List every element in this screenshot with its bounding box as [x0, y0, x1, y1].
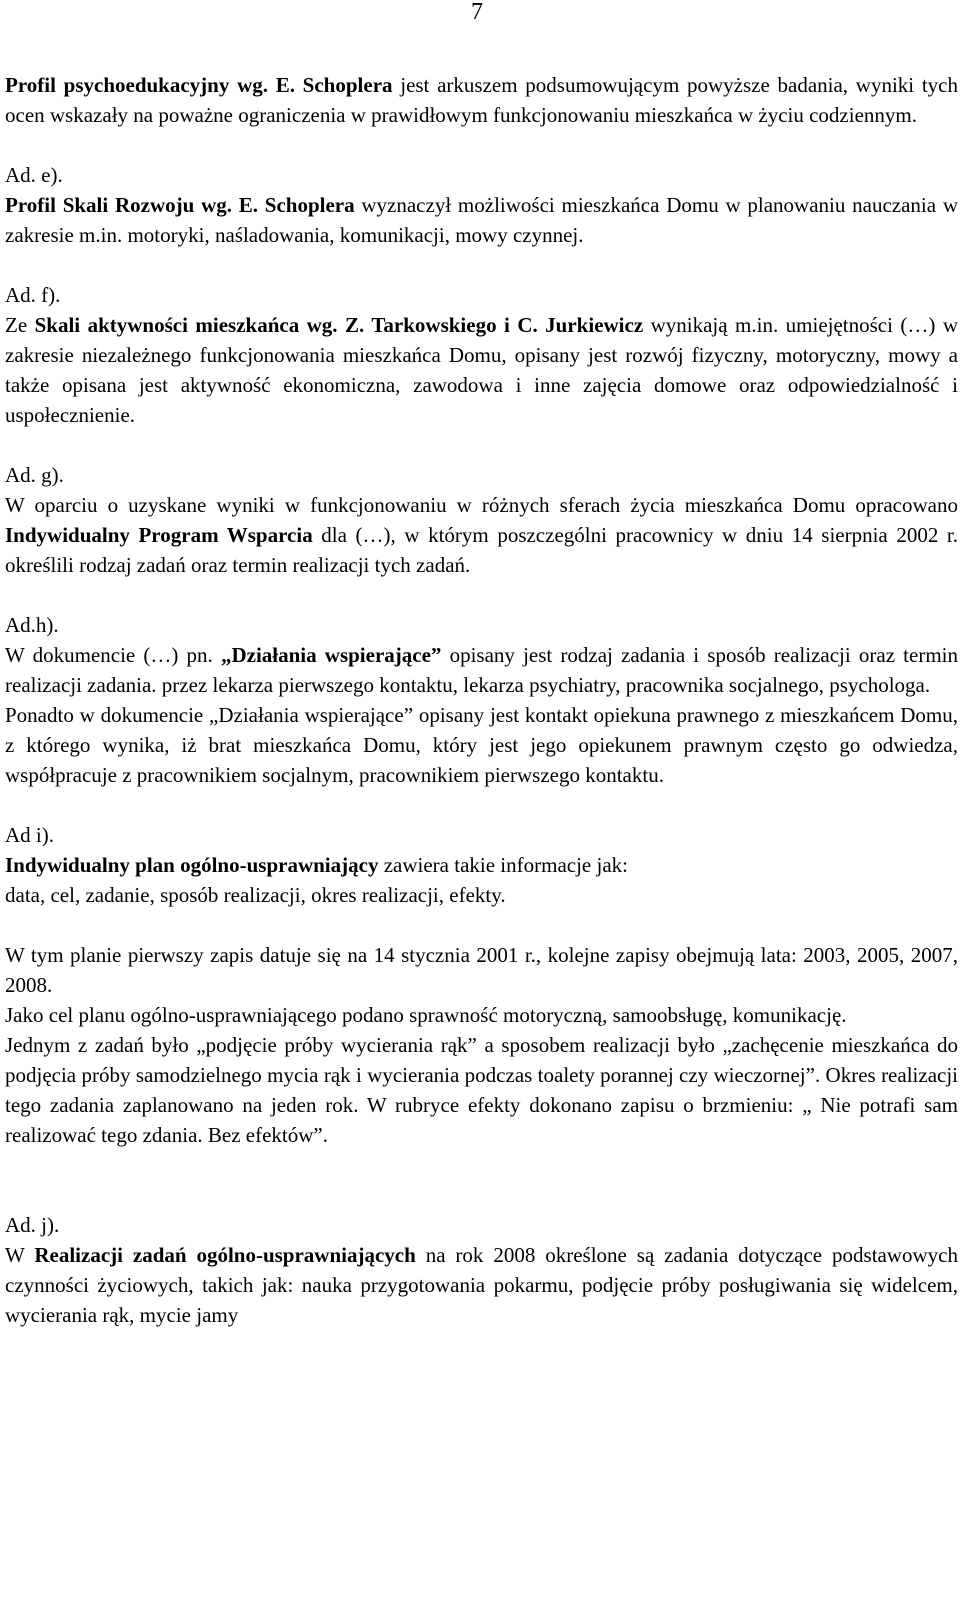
section-label-ad-g — [5, 460, 958, 490]
text-run: dla (…), w którym poszczególni pracownicy w dniu 14 sierpnia 2002 r. określili rodzaj zadań oraz termin realizacji tych zadań. — [5, 523, 958, 577]
paragraph-p7 — [5, 850, 958, 880]
paragraph-spacer — [5, 790, 958, 820]
text-run: data, cel, zadanie, sposób realizacji, okres realizacji, efekty. — [5, 883, 506, 907]
text-run: Ponadto w dokumencie „Działania wspierające” opisany jest kontakt opiekuna prawnego z mieszkańcem Domu, z którego wynika, iż brat mieszkańca Domu, który jest jego opiekunem prawnym często go odwiedza, współpracuje z pracownikiem socjalnym, pracownikiem pierwszego kontaktu. — [5, 703, 958, 787]
text-run: Ad. j). — [5, 1213, 60, 1237]
section-label-ad-i — [5, 820, 958, 850]
text-run: Ze — [5, 313, 35, 337]
text-run: Jednym z zadań było „podjęcie próby wycierania rąk” a sposobem realizacji było „zachęcenie mieszkańca do podjęcia próby samodzielnego mycia rąk i wycierania podczas toalety porannej czy wieczornej”. Okres realizacji tego zadania zaplanowano na jeden rok. W rubryce efekty dokonano zapisu o brzmieniu: „ Nie potrafi sam realizować tego zdania. Bez efektów”. — [5, 1033, 958, 1147]
paragraph-p8 — [5, 880, 958, 910]
text-run: W tym planie pierwszy zapis datuje się na 14 stycznia 2001 r., kolejne zapisy obejmują lata: 2003, 2005, 2007, 2008. — [5, 943, 958, 997]
text-run: W dokumencie (…) pn. — [5, 643, 221, 667]
paragraph-p11 — [5, 1030, 958, 1150]
paragraph-p12 — [5, 1240, 958, 1330]
paragraph-p5 — [5, 640, 958, 700]
text-run: opisany jest rodzaj zadania i sposób realizacji oraz termin realizacji zadania. przez lekarza pierwszego kontaktu, lekarza psychiatry, pracownika socjalnego, psychologa. — [5, 643, 959, 697]
text-run: Ad.h). — [5, 613, 59, 637]
paragraph-p3 — [5, 310, 958, 430]
section-label-ad-h — [5, 610, 958, 640]
bold-text: „Działania wspierające” — [220, 643, 442, 667]
paragraph-spacer — [5, 130, 958, 160]
text-run: W — [5, 1243, 35, 1267]
text-run: jest arkuszem podsumowującym powyższe badania, wyniki tych ocen wskazały na poważne ograniczenia w prawidłowym funkcjonowaniu mieszkańca w życiu codziennym. — [5, 73, 958, 127]
bold-text: Realizacji zadań ogólno-usprawniających — [34, 1243, 416, 1267]
document-body — [5, 70, 958, 1330]
paragraph-p2 — [5, 190, 958, 250]
text-run: Ad i). — [5, 823, 54, 847]
text-run: na rok 2008 określone są zadania dotyczące podstawowych czynności życiowych, takich jak: nauka przygotowania pokarmu, podjęcie próby posługiwania się widelcem, wycierania rąk, mycie jamy — [5, 1243, 959, 1327]
section-label-ad-f — [5, 280, 958, 310]
text-run: wyznaczył możliwości mieszkańca Domu w planowaniu nauczania w zakresie m.in. motoryki, naśladowania, komunikacji, mowy czynnej. — [5, 193, 958, 247]
paragraph-spacer — [5, 250, 958, 280]
page-number: 7 — [471, 0, 483, 25]
text-run: Ad. g). — [5, 463, 64, 487]
paragraph-spacer — [5, 430, 958, 460]
bold-text: Indywidualny Program Wsparcia — [5, 523, 313, 547]
bold-text: Skali aktywności mieszkańca wg. Z. Tarkowskiego i C. Jurkiewicz — [34, 313, 644, 337]
bold-text: Profil Skali Rozwoju wg. E. Schoplera — [5, 193, 355, 217]
paragraph-p4 — [5, 490, 958, 580]
section-label-ad-j — [5, 1210, 958, 1240]
paragraph-p9 — [5, 940, 958, 1000]
text-run: Jako cel planu ogólno-usprawniającego podano sprawność motoryczną, samoobsługę, komunikację. — [5, 1003, 847, 1027]
paragraph-spacer — [5, 910, 958, 940]
paragraph-p1 — [5, 70, 958, 130]
paragraph-p6 — [5, 700, 958, 790]
paragraph-spacer — [5, 580, 958, 610]
text-run: zawiera takie informacje jak: — [378, 853, 628, 877]
text-run: Ad. f). — [5, 283, 61, 307]
bold-text: Profil psychoedukacyjny wg. E. Schoplera — [5, 73, 393, 97]
section-label-ad-e — [5, 160, 958, 190]
bold-text: Indywidualny plan ogólno-usprawniający — [5, 853, 379, 877]
text-run: Ad. e). — [5, 163, 63, 187]
text-run: wynikają m.in. umiejętności (…) w zakresie niezależnego funkcjonowania mieszkańca Domu, opisany jest rozwój fizyczny, motoryczny, mowy a także opisana jest aktywność ekonomiczna, zawodowa i inne zajęcia domowe oraz odpowiedzialność i uspołecznienie. — [5, 313, 958, 427]
paragraph-spacer — [5, 1150, 958, 1210]
text-run: W oparciu o uzyskane wyniki w funkcjonowaniu w różnych sferach życia mieszkańca Domu opracowano — [5, 493, 958, 517]
paragraph-p10 — [5, 1000, 958, 1030]
